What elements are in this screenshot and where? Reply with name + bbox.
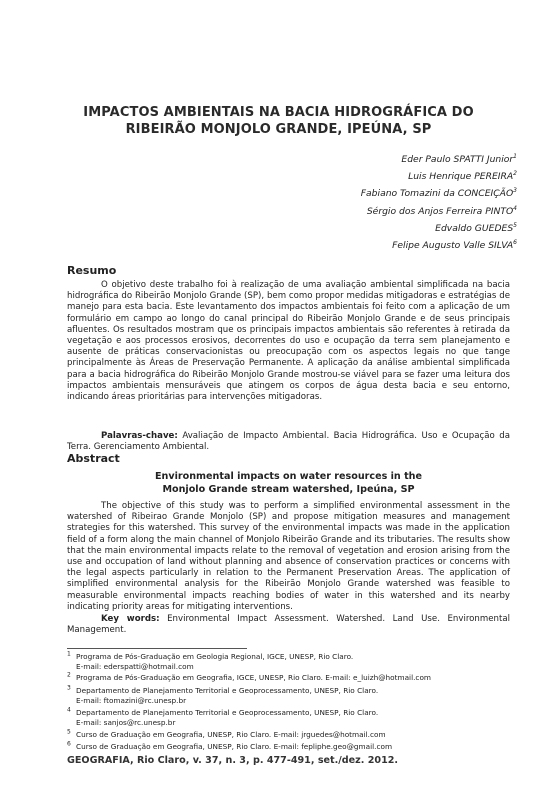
author: Eder Paulo SPATTI Junior$^1$	[401, 152, 517, 165]
title-line-2: RIBEIRÃO MONJOLO GRANDE, IPEÚNA, SP	[125, 122, 432, 137]
author: Edvaldo GUEDES$^5$	[435, 221, 517, 234]
keywords-label: Key words:	[101, 614, 160, 624]
journal-footer: GEOGRAFIA, Rio Claro, v. 37, n. 3, p. 477-491, set./dez. 2012.	[67, 755, 399, 766]
footnote: $^5$ Curso de Graduação em Geografia, UNESP, Rio Claro. E-mail: jrguedes@hotmail.com	[67, 728, 386, 739]
author: Felipe Augusto Valle SILVA$^6$	[392, 238, 517, 252]
author: Fabiano Tomazini da CONCEIÇÃO$^3$	[360, 187, 517, 200]
footnote: $^3$ Departamento de Planejamento Territorial e Geoprocessamento, UNESP, Rio Claro. E-mail: ftomazini@rc.unesp.br	[67, 684, 379, 705]
article-title	[40, 104, 517, 138]
abstract-title: Environmental impacts on water resources in the Monjolo Grande stream watershed, Ipeúna, SP	[154, 471, 423, 495]
resumo-body: O objetivo deste trabalho foi à realização de uma avaliação ambiental simplificada na bacia hidrográfica do Ribeirão Monjolo Grande (SP), bem como propor medidas mitigadoras e estratégias de manejo para esta bacia. Este levantamento dos impactos ambientais foi feito com a aplicação de um formulário em campo ao longo do canal principal do Ribeirão Monjolo Grande e de seus principais afluentes. Os resultados mostram que os principais impactos ambientais são referentes à retirada da vegetação e aos processos erosivos, decorrentes do uso e ocupação da terra sem planejamento e ausente de práticas conservacionistas ou preocupação com os aspectos legais no que tange principalmente às Áreas de Preservação Permanente. A aplicação da análise ambiental simplificada para a bacia hidrográfica do Ribeirão Monjolo Grande mostrou-se viável para se fazer uma leitura dos impactos ambientais mensuráveis que atingem os corpos de água desta bacia e seu entorno, indicando áreas prioritárias para intervenções mitigadoras.	[67, 280, 510, 403]
footnote: $^2$ Programa de Pós-Graduação em Geografia, IGCE, UNESP, Rio Claro. E-mail: e_luizh@hotmail.com	[67, 671, 432, 682]
abstract-heading: Abstract	[67, 452, 120, 465]
author: Luis Henrique PEREIRA$^2$	[408, 170, 517, 183]
footnote: $^1$ Programa de Pós-Graduação em Geologia Regional, IGCE, UNESP, Rio Claro. E-mail: ederspatti@hotmail.com	[67, 650, 354, 671]
author: Sérgio dos Anjos Ferreira PINTO$^4$	[366, 204, 517, 217]
resumo-heading: Resumo	[67, 264, 117, 277]
footnote: $^6$ Curso de Graduação em Geografia, UNESP, Rio Claro. E-mail: fepliphe.geo@gmail.com	[67, 740, 393, 751]
resumo-keywords: Palavras-chave: Avaliação de Impacto Ambiental. Bacia Hidrográfica. Uso e Ocupação da Terra. Gerenciamento Ambiental.	[67, 431, 510, 453]
footnote: $^4$ Departamento de Planejamento Territorial e Geoprocessamento, UNESP, Rio Claro. E-mail: sanjos@rc.unesp.br	[67, 706, 379, 727]
title-line-1: IMPACTOS AMBIENTAIS NA BACIA HIDROGRÁFICA DO	[83, 105, 474, 120]
author-list	[361, 151, 517, 254]
footnote-rule	[67, 648, 247, 649]
abstract-body: The objective of this study was to perform a simplified environmental assessment in the watershed of Ribeirao Grande Monjolo (SP) and propose mitigation measures and management strategies for this watershed. This survey of the environmental impacts was made in the application field of a form along the main channel of Monjolo Ribeirão Grande and its tributaries. The results show that the main environmental impacts relate to the removal of vegetation and erosion arising from the use and occupation of land without planning and absence of conservation practices or concerns with the legal aspects particularly in relation to the Permanent Preservation Areas. The application of simplified environmental analysis for the Ribeirão Monjolo Grande watershed was feasible to measurable environmental impacts reaching bodies of water in this watershed and its nearby indicating priority areas for mitigating interventions.	[67, 501, 510, 612]
abstract-keywords: Key words: Environmental Impact Assessment. Watershed. Land Use. Environmental Management.	[67, 614, 511, 636]
keywords-label: Palavras-chave:	[101, 431, 178, 441]
